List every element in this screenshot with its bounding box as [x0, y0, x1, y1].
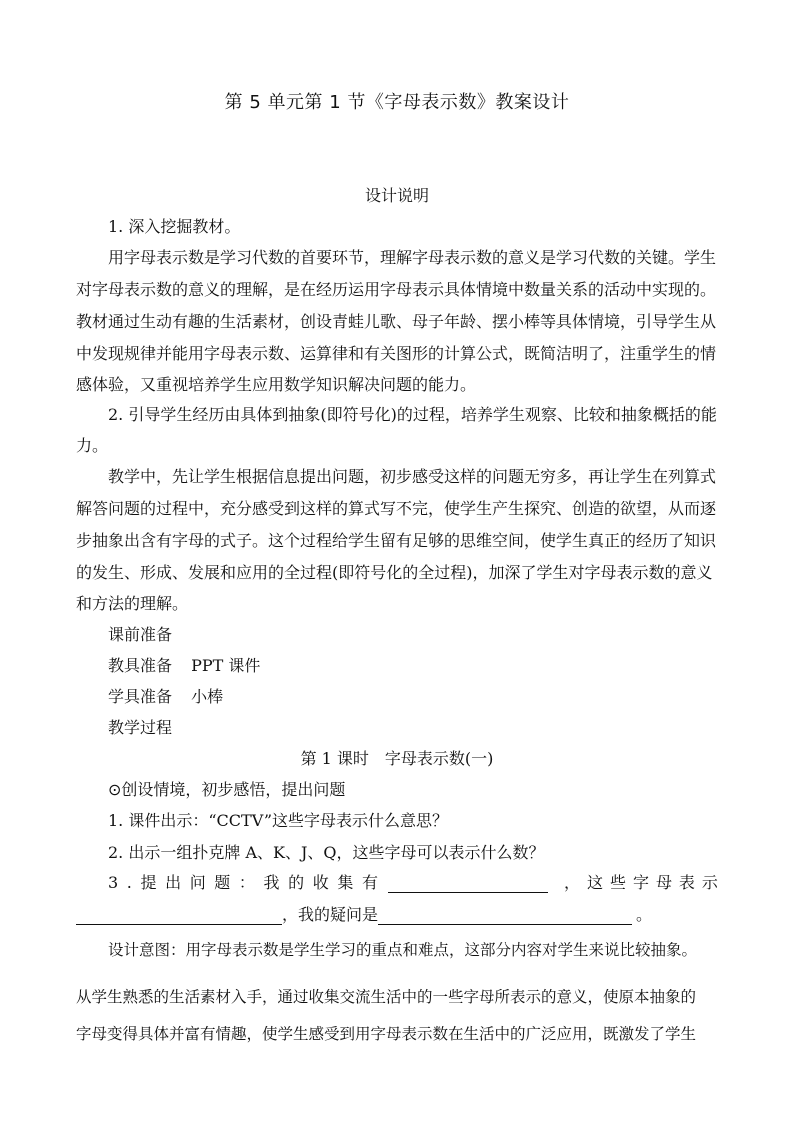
- paragraph-line: 用字母表示数是学习代数的首要环节，理解字母表示数的意义是学习代数的关键。学生: [108, 248, 717, 267]
- paragraph-line: 对字母表示数的意义的理解，是在经历运用字母表示具体情境中数量关系的活动中实现的。: [76, 280, 717, 299]
- q3-char: 提: [140, 873, 157, 892]
- paragraph-line: 教材通过生动有趣的生活素材，创设青蛙儿歌、母子年龄、摆小棒等具体情境，引导学生从: [76, 312, 717, 331]
- paragraph-line: 教学中，先让学生根据信息提出问题，初步感受这样的问题无穷多，再让学生在列算式: [108, 467, 717, 486]
- q3-char: 母: [655, 873, 672, 892]
- q3-char: 问: [189, 873, 206, 892]
- q3-char: 收: [312, 873, 329, 892]
- section-heading: 设计说明: [364, 186, 429, 205]
- q3-char: .: [126, 873, 132, 892]
- answer-blank-doubt[interactable]: [378, 908, 632, 925]
- q3-char: 字: [632, 873, 649, 892]
- teacher-prep-row: [108, 656, 260, 676]
- paragraph-item-1: 1. 深入挖掘教材。: [108, 217, 241, 236]
- paragraph-line: 和方法的理解。: [76, 594, 189, 613]
- q3-char: 我: [263, 873, 280, 892]
- process-heading: 教学过程: [108, 718, 173, 737]
- document-title: 第 5 单元第 1 节《字母表示数》教案设计: [224, 92, 570, 113]
- q3-char: ，: [564, 873, 581, 892]
- paragraph-line: 力。: [76, 436, 109, 455]
- q3-char: 些: [609, 873, 626, 892]
- student-prep-value: 小棒: [191, 687, 224, 706]
- q3-char: 表: [678, 873, 695, 892]
- question-3-doubt-label: ，我的疑问是: [282, 905, 379, 924]
- student-prep-row: [108, 687, 223, 707]
- question-2: 2. 出示一组扑克牌 A、K、J、Q，这些字母可以表示什么数？: [108, 843, 545, 862]
- q3-char: 示: [701, 873, 718, 892]
- answer-blank-collection[interactable]: [388, 876, 548, 893]
- paragraph-line: 步抽象出含有字母的式子。这个过程给学生留有足够的思维空间，使学生真正的经历了知识: [76, 531, 717, 550]
- question-3-prompt: [108, 873, 378, 893]
- question-3-tail: [564, 873, 718, 893]
- student-prep-label: 学具准备: [108, 687, 173, 706]
- q3-char: 的: [288, 873, 305, 892]
- teacher-prep-value: PPT 课件: [191, 656, 261, 675]
- prep-heading: 课前准备: [108, 625, 173, 644]
- paragraph-line: 解答问题的过程中，充分感受到这样的算式写不完，使学生产生探究、创造的欲望，从而逐: [76, 499, 717, 518]
- q3-char: 集: [337, 873, 354, 892]
- q3-char: ：: [238, 873, 255, 892]
- q3-char: 出: [165, 873, 182, 892]
- q3-char: 3: [108, 873, 119, 892]
- paragraph-line: 的发生、形成、发展和应用的全过程(即符号化的全过程)，加深了学生对字母表示数的意义: [76, 563, 713, 582]
- q3-char: 有: [361, 873, 378, 892]
- intent-line: 设计意图：用字母表示数是学生学习的重点和难点，这部分内容对学生来说比较抽象。: [108, 941, 698, 959]
- question-3-line-1: [108, 873, 718, 893]
- intent-line: 字母变得具体并富有情趣，使学生感受到用字母表示数在生活中的广泛应用，既激发了学生: [76, 1025, 697, 1043]
- q3-char: 题: [214, 873, 231, 892]
- intent-line: 从学生熟悉的生活素材入手，通过收集交流生活中的一些字母所表示的意义，使原本抽象的: [76, 988, 697, 1006]
- paragraph-line: 感体验，又重视培养学生应用数学知识解决问题的能力。: [76, 375, 477, 394]
- paragraph-line: 2. 引导学生经历由具体到抽象(即符号化)的过程，培养学生观察、比较和抽象概括的能: [108, 405, 717, 424]
- question-3-line-2: [76, 905, 652, 925]
- paragraph-line: 中发现规律并能用字母表示数、运算律和有关图形的计算公式，既简洁明了，注重学生的情: [76, 344, 717, 363]
- answer-blank-meaning[interactable]: [76, 908, 282, 925]
- teacher-prep-label: 教具准备: [108, 656, 173, 675]
- step-heading: ⊙创设情境，初步感悟，提出问题: [108, 780, 346, 799]
- q3-char: 这: [586, 873, 603, 892]
- question-3-end: 。: [636, 905, 653, 924]
- lesson-title: 第 1 课时 字母表示数(一): [300, 749, 494, 768]
- question-1: 1. 课件出示：“CCTV”这些字母表示什么意思？: [108, 811, 449, 830]
